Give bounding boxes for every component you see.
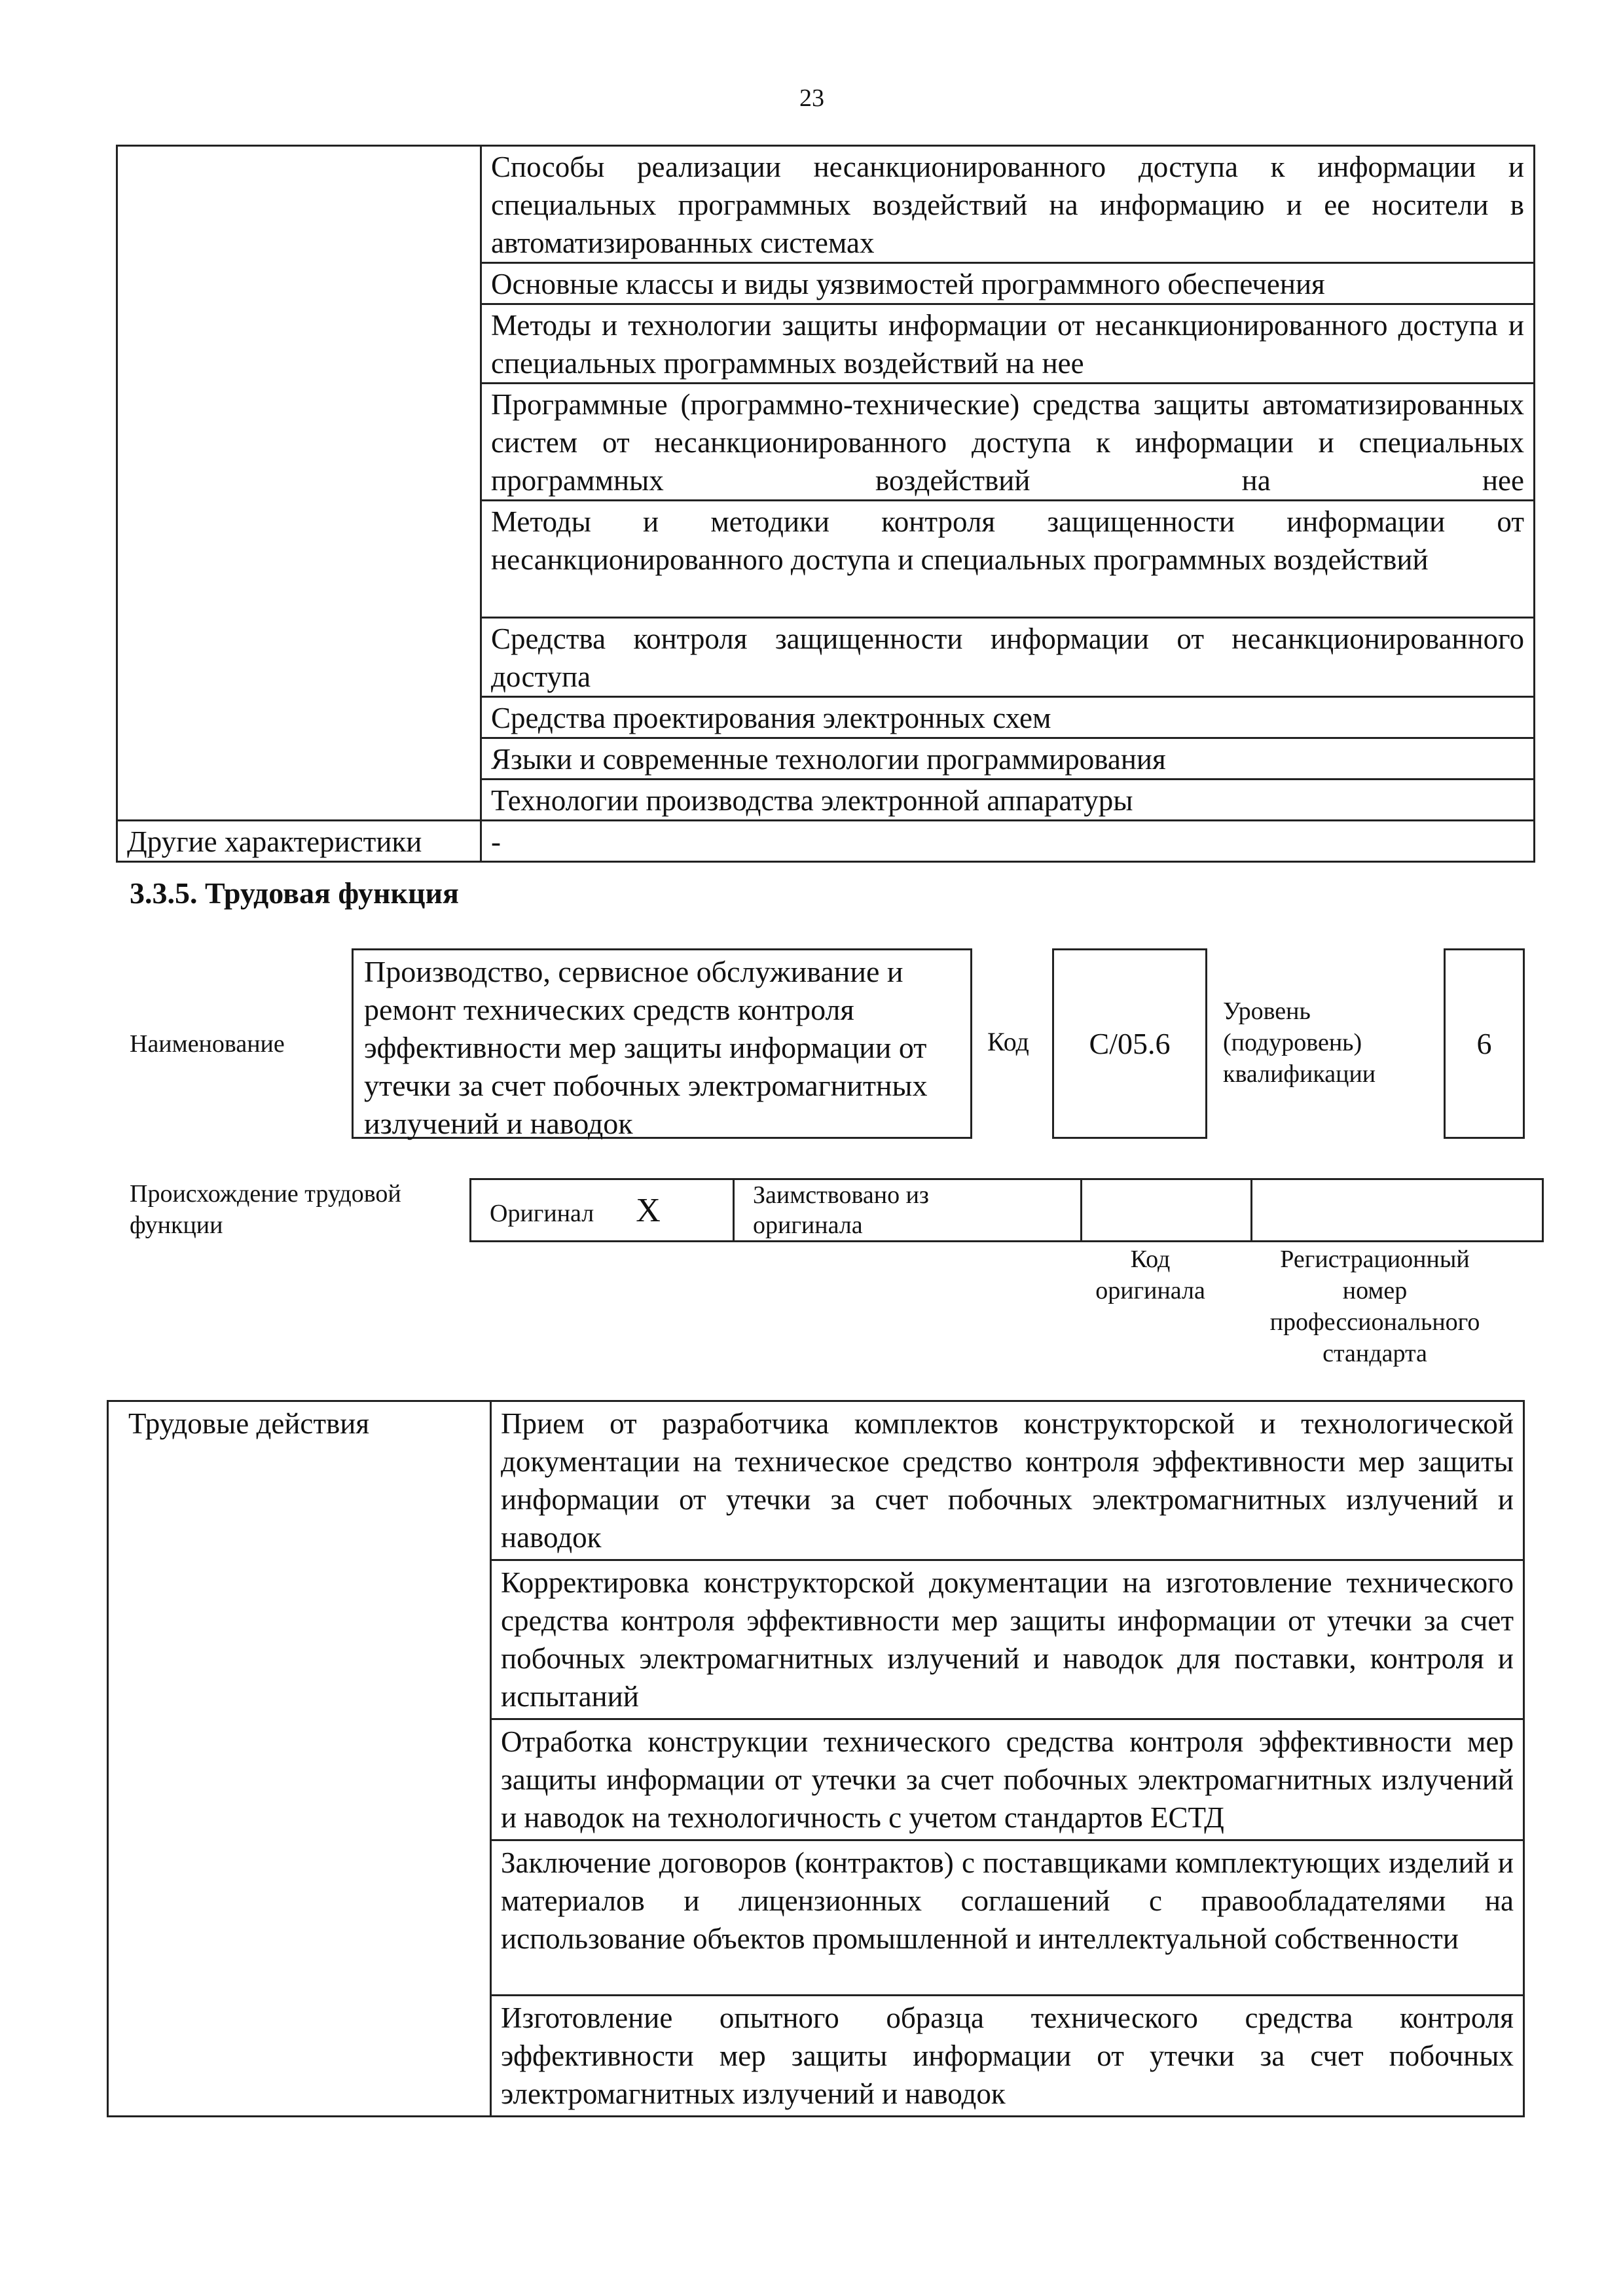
knowledge-table: [116, 145, 1535, 863]
knowledge-item: Основные классы и виды уязвимостей программного обеспечения: [481, 263, 1535, 304]
original-mark: X: [636, 1191, 661, 1229]
level-label-line: квалификации: [1223, 1060, 1376, 1088]
table-row: [117, 146, 1535, 263]
borrowed-cell: [734, 1179, 1082, 1242]
level-label-line: Уровень: [1223, 997, 1311, 1025]
caption-line: Регистрационный: [1280, 1246, 1470, 1273]
original-label: Оригинал: [490, 1199, 594, 1227]
table-row: [108, 1401, 1524, 1560]
labor-actions-label: Трудовые действия: [108, 1401, 491, 2117]
origin-table: [469, 1178, 1544, 1242]
borrowed-label-line: Заимствовано из: [753, 1181, 929, 1209]
caption-line: оригинала: [1095, 1277, 1205, 1304]
knowledge-item: Языки и современные технологии программирования: [481, 738, 1535, 780]
knowledge-item: Методы и технологии защиты информации от несанкционированного доступа и специальных программных воздействий на нее: [481, 304, 1535, 384]
code-label: Код: [987, 1027, 1029, 1056]
labor-actions-table: [107, 1400, 1525, 2117]
section-heading: 3.3.5. Трудовая функция: [130, 876, 459, 910]
knowledge-item: Средства проектирования электронных схем: [481, 697, 1535, 738]
other-characteristics-label: Другие характеристики: [117, 821, 481, 862]
page-number: 23: [799, 84, 824, 112]
caption-line: Код: [1130, 1246, 1171, 1273]
origin-label-line: Происхождение трудовой: [130, 1180, 401, 1208]
knowledge-item: Способы реализации несанкционированного доступа к информации и специальных программных воздействий на информацию и ее носители в автоматизированных системах: [481, 146, 1535, 263]
name-label: Наименование: [130, 1030, 285, 1058]
caption-line: профессионального: [1269, 1308, 1480, 1336]
registration-number-cell: [1252, 1179, 1543, 1242]
function-name-box: Производство, сервисное обслуживание и ремонт технических средств контроля эффективности мер защиты информации от утечки за счет побочных электромагнитных излучений и наводок: [352, 948, 972, 1139]
level-value-box: 6: [1444, 948, 1525, 1139]
knowledge-item: Программные (программно-технические) средства защиты автоматизированных систем от несанкционированного доступа к информации и специальных программных воздействий на нее: [481, 384, 1535, 501]
table-row: [117, 821, 1535, 862]
origin-label: [130, 1178, 401, 1241]
borrowed-label-line: оригинала: [753, 1211, 863, 1239]
level-label: [1223, 996, 1376, 1090]
labor-action-item: Прием от разработчика комплектов конструкторской и технологической документации на техническое средство контроля эффективности мер защиты информации от утечки за счет побочных электромагнитных излучений и наводок: [491, 1401, 1524, 1560]
empty-label-cell: [117, 146, 481, 821]
registration-number-caption: [1231, 1244, 1519, 1369]
knowledge-item: Технологии производства электронной аппаратуры: [481, 780, 1535, 821]
other-characteristics-value: -: [481, 821, 1535, 862]
labor-action-item: Отработка конструкции технического средства контроля эффективности мер защиты информации от утечки за счет побочных электромагнитных излучений и наводок на технологичность с учетом стандартов ЕСТД: [491, 1719, 1524, 1840]
labor-action-item: Заключение договоров (контрактов) с поставщиками комплектующих изделий и материалов и лицензионных соглашений с правообладателями на использование объектов промышленной и интеллектуальной собственности: [491, 1840, 1524, 1996]
level-label-line: (подуровень): [1223, 1029, 1362, 1056]
knowledge-item: Средства контроля защищенности информации от несанкционированного доступа: [481, 618, 1535, 697]
caption-line: номер: [1342, 1277, 1408, 1304]
knowledge-item: Методы и методики контроля защищенности информации от несанкционированного доступа и специальных программных воздействий: [481, 501, 1535, 618]
labor-action-item: Изготовление опытного образца технического средства контроля эффективности мер защиты информации от утечки за счет побочных электромагнитных излучений и наводок: [491, 1996, 1524, 2117]
original-cell: [471, 1179, 734, 1242]
table-row: [471, 1179, 1543, 1242]
origin-label-line: функции: [130, 1211, 223, 1239]
code-value-box: C/05.6: [1052, 948, 1207, 1139]
original-code-caption: [1062, 1244, 1239, 1306]
labor-action-item: Корректировка конструкторской документации на изготовление технического средства контроля эффективности мер защиты информации от утечки за счет побочных электромагнитных излучений и наводок для поставки, контроля и испытаний: [491, 1560, 1524, 1719]
original-code-cell: [1082, 1179, 1252, 1242]
caption-line: стандарта: [1322, 1340, 1427, 1367]
